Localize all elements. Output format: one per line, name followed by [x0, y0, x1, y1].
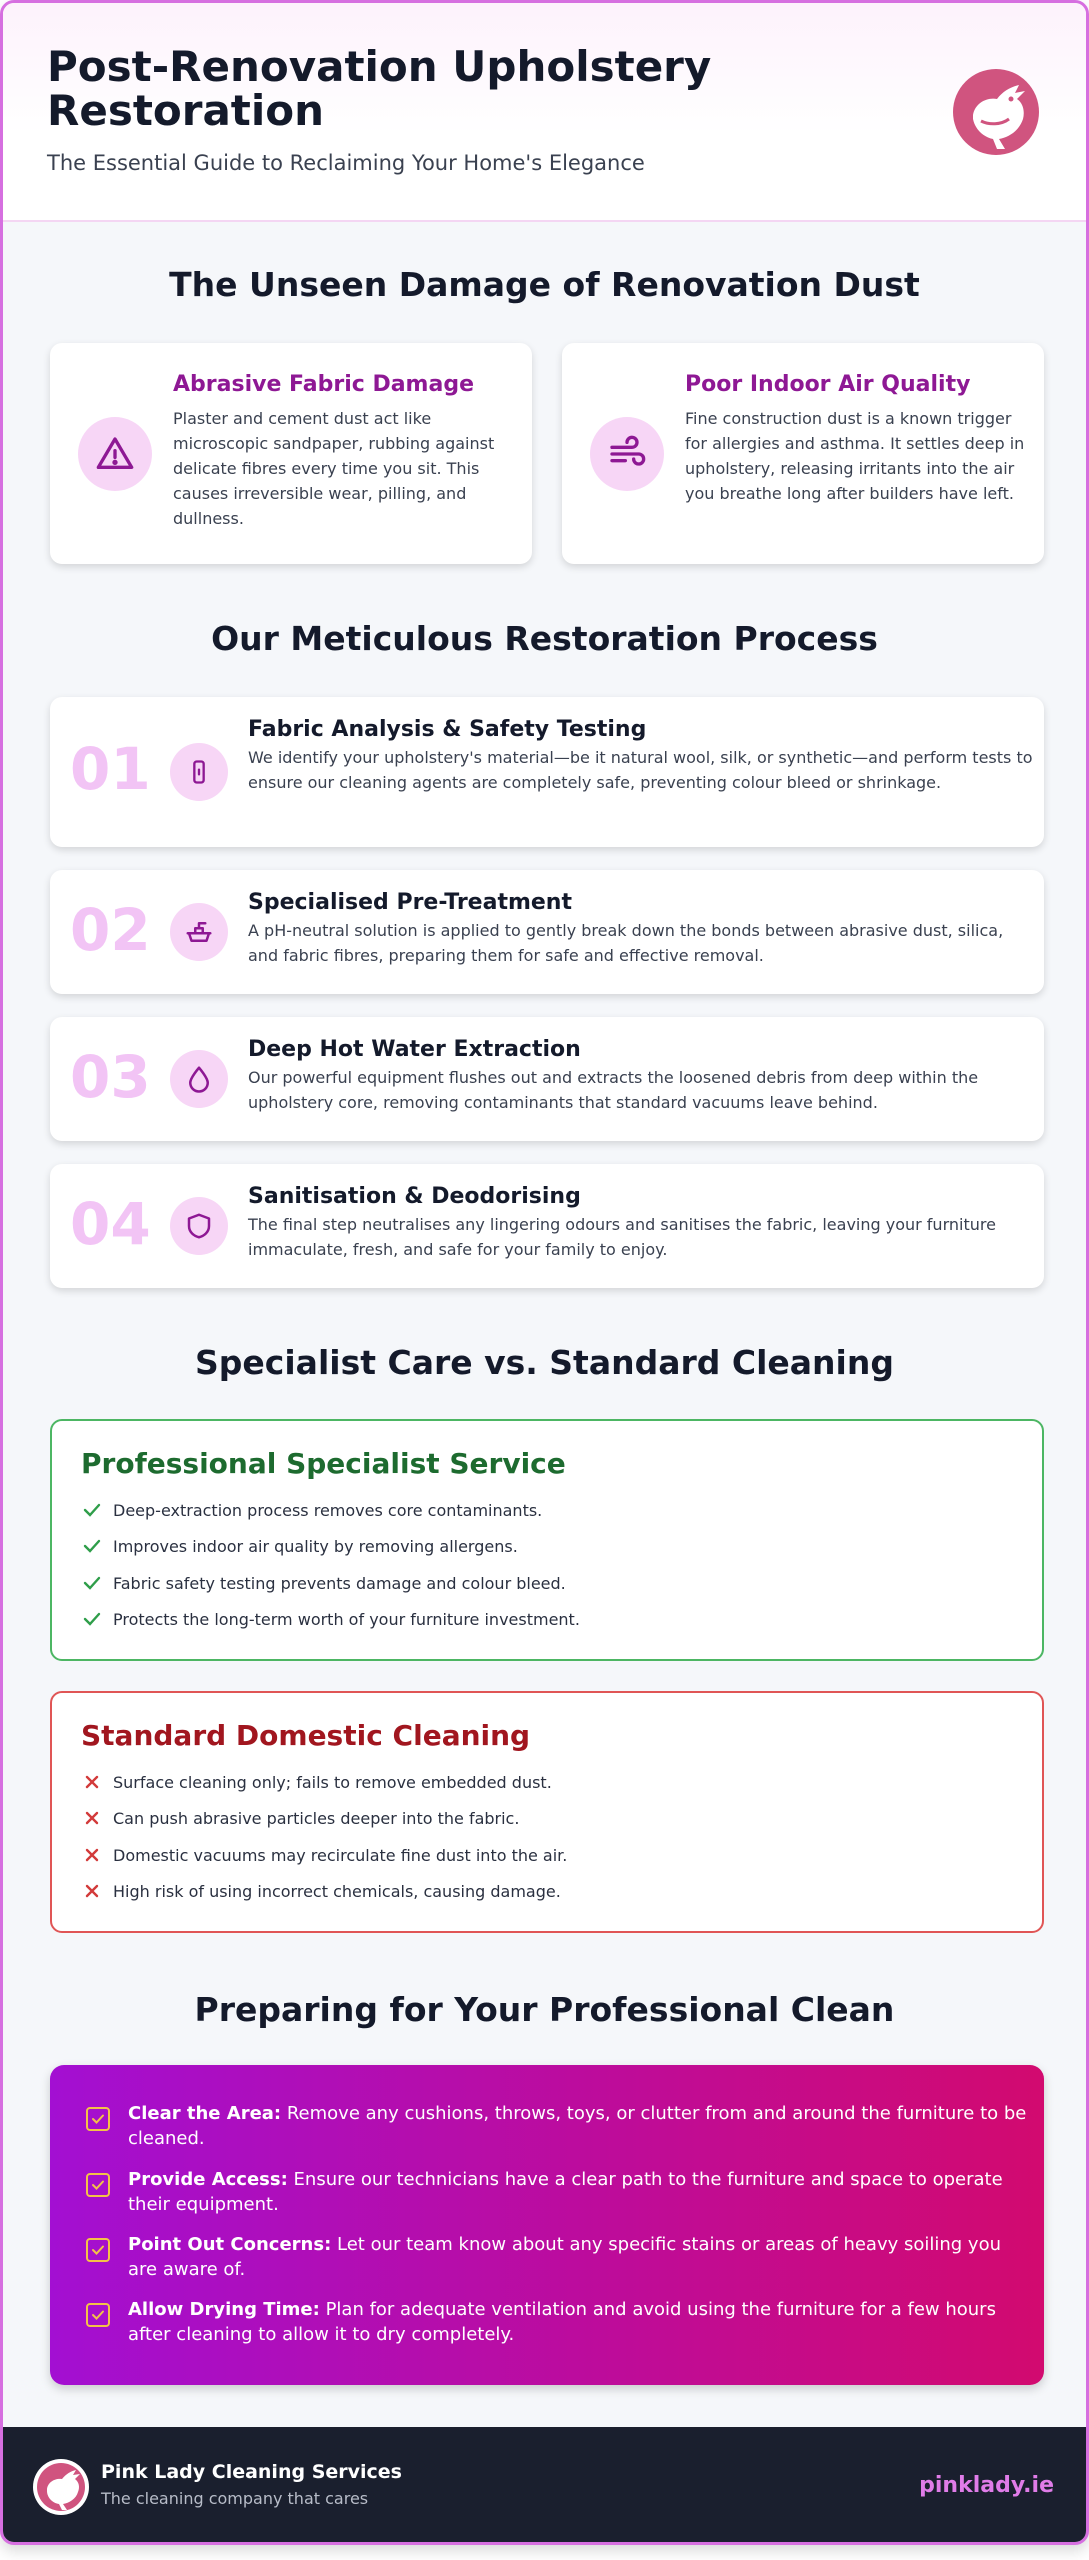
- step-title: Fabric Analysis & Safety Testing: [248, 717, 647, 742]
- prep-item-text: [128, 2167, 1028, 2217]
- checkbox-icon: [86, 2303, 110, 2327]
- step-title: Sanitisation & Deodorising: [248, 1184, 581, 1209]
- damage-card-title: Abrasive Fabric Damage: [173, 372, 474, 397]
- step-number: 03: [70, 1043, 151, 1111]
- prep-item-description: Plan for adequate ventilation and avoid using the furniture for a few hours after cleaning to allow it to dry completely.: [128, 2299, 996, 2345]
- step-text: We identify your upholstery's material—be it natural wool, silk, or synthetic—and perform tests to ensure our cleaning agents are completely safe, preventing colour bleed or shrinkage.: [248, 748, 1033, 792]
- step-number: 04: [70, 1190, 151, 1258]
- step-text: A pH-neutral solution is applied to gently break down the bonds between abrasive dust, silica, and fabric fibres, preparing them for safe and effective removal.: [248, 921, 1004, 965]
- step-text: The final step neutralises any lingering odours and sanitises the fabric, leaving your furniture immaculate, fresh, and safe for your family to enjoy.: [248, 1215, 996, 1259]
- benefit-item: [81, 1534, 518, 1558]
- drawback-item: [81, 1843, 567, 1867]
- footer: [3, 2427, 1086, 2545]
- brand-logo: [953, 69, 1039, 155]
- prep-section-title: Preparing for Your Professional Clean: [194, 1990, 895, 2029]
- page-subtitle: The Essential Guide to Reclaiming Your Home's Elegance: [47, 151, 645, 175]
- benefit-item: [81, 1498, 542, 1522]
- check-icon: [81, 1499, 103, 1521]
- checkbox-icon: [86, 2107, 110, 2131]
- prep-item-label: Point Out Concerns:: [128, 2234, 332, 2255]
- step-text: Our powerful equipment flushes out and extracts the loosened debris from deep within the upholstery core, removing contaminants that standard vacuums leave behind.: [248, 1068, 979, 1112]
- prep-item-label: Provide Access:: [128, 2169, 288, 2190]
- spray-bottle-icon: [170, 903, 228, 961]
- drawback-item: [81, 1879, 561, 1903]
- benefit-text: Protects the long-term worth of your furniture investment.: [113, 1609, 580, 1629]
- damage-card: [50, 343, 532, 564]
- checkbox-icon: [86, 2238, 110, 2262]
- cross-icon: [81, 1880, 103, 1902]
- damage-section-title: The Unseen Damage of Renovation Dust: [169, 265, 920, 304]
- footer-company-name: Pink Lady Cleaning Services: [101, 2461, 402, 2483]
- comparison-section-title: Specialist Care vs. Standard Cleaning: [195, 1343, 894, 1382]
- damage-card-text: Fine construction dust is a known trigger for allergies and asthma. It settles deep in upholstery, releasing irritants into the air you breathe long after builders have left.: [685, 409, 1025, 503]
- prep-item-description: Remove any cushions, throws, toys, or clutter from and around the furniture to be cleaned.: [128, 2103, 1027, 2149]
- benefit-item: [81, 1607, 580, 1631]
- shield-icon: [170, 1197, 228, 1255]
- footer-tagline: The cleaning company that cares: [101, 2489, 369, 2508]
- drawback-text: Can push abrasive particles deeper into the fabric.: [113, 1808, 520, 1828]
- professional-service-title: Professional Specialist Service: [81, 1447, 566, 1480]
- process-step: [50, 870, 1044, 994]
- check-icon: [81, 1608, 103, 1630]
- process-section-title: Our Meticulous Restoration Process: [211, 619, 878, 658]
- benefit-text: Fabric safety testing prevents damage and colour bleed.: [113, 1573, 566, 1593]
- step-title: Deep Hot Water Extraction: [248, 1037, 581, 1062]
- prep-item-label: Allow Drying Time:: [128, 2299, 320, 2320]
- process-step: [50, 1164, 1044, 1288]
- prep-item-text: [128, 2232, 1028, 2282]
- process-step: [50, 697, 1044, 847]
- wind-icon: [590, 417, 664, 491]
- process-step: [50, 1017, 1044, 1141]
- benefit-text: Deep-extraction process removes core contaminants.: [113, 1500, 543, 1520]
- drawback-text: Domestic vacuums may recirculate fine dust into the air.: [113, 1845, 568, 1865]
- prep-checklist: [50, 2065, 1044, 2385]
- step-number: 01: [70, 735, 151, 803]
- prep-item-label: Clear the Area:: [128, 2103, 282, 2124]
- footer-website-link[interactable]: pinklady.ie: [919, 2473, 1054, 2498]
- prep-item-description: Let our team know about any specific stains or areas of heavy soiling you are aware of.: [128, 2234, 1001, 2280]
- header: [3, 3, 1086, 222]
- drawback-item: [81, 1806, 519, 1830]
- professional-service-box: [50, 1419, 1044, 1661]
- prep-item-text: [128, 2101, 1028, 2151]
- standard-cleaning-title: Standard Domestic Cleaning: [81, 1719, 531, 1752]
- step-number: 02: [70, 896, 151, 964]
- cross-icon: [81, 1807, 103, 1829]
- damage-card-text: Plaster and cement dust act like microscopic sandpaper, rubbing against delicate fibres every time you sit. This causes irreversible wear, pilling, and dullness.: [173, 409, 495, 528]
- test-tube-icon: [170, 743, 228, 801]
- standard-cleaning-box: [50, 1691, 1044, 1933]
- benefit-text: Improves indoor air quality by removing allergens.: [113, 1536, 518, 1556]
- benefit-item: [81, 1571, 566, 1595]
- cross-icon: [81, 1844, 103, 1866]
- cross-icon: [81, 1771, 103, 1793]
- check-icon: [81, 1535, 103, 1557]
- prep-item-text: [128, 2297, 1028, 2347]
- brand-logo-small: [33, 2459, 89, 2515]
- prep-item-description: Ensure our technicians have a clear path to the furniture and space to operate their equipment.: [128, 2169, 1003, 2215]
- damage-card: [562, 343, 1044, 564]
- drawback-text: Surface cleaning only; fails to remove embedded dust.: [113, 1772, 552, 1792]
- warning-icon: [78, 417, 152, 491]
- check-icon: [81, 1572, 103, 1594]
- damage-card-title: Poor Indoor Air Quality: [685, 372, 971, 397]
- water-drop-icon: [170, 1050, 228, 1108]
- step-title: Specialised Pre-Treatment: [248, 890, 572, 915]
- drawback-text: High risk of using incorrect chemicals, causing damage.: [113, 1881, 561, 1901]
- page-title: Post-Renovation Upholstery Restoration: [47, 42, 712, 135]
- checkbox-icon: [86, 2173, 110, 2197]
- drawback-item: [81, 1770, 552, 1794]
